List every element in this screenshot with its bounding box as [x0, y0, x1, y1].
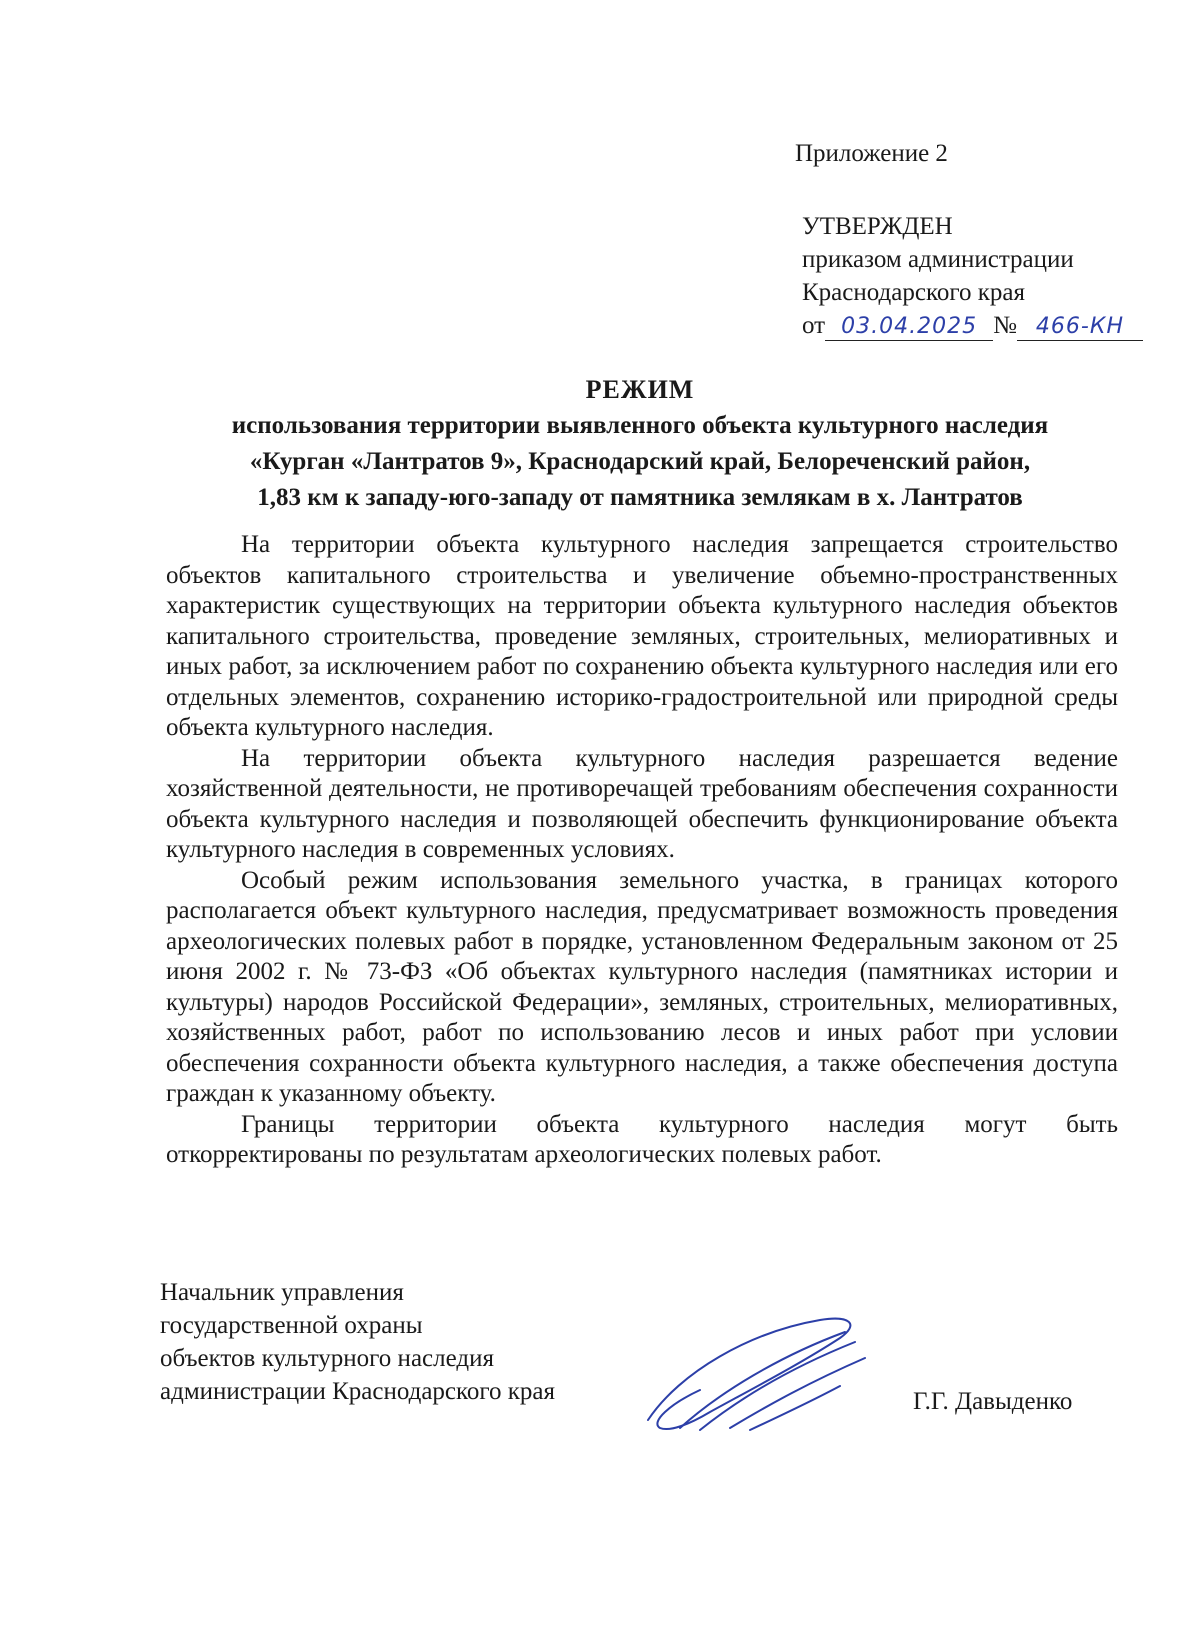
approval-order-line: приказом администрации	[802, 246, 1074, 273]
approval-date-number	[802, 309, 1162, 342]
handwritten-number: 466-КН	[1017, 314, 1143, 341]
from-label: от	[802, 312, 826, 339]
handwritten-signature	[640, 1312, 880, 1442]
title-line-1: использования территории выявленного объекта культурного наследия	[231, 412, 1049, 439]
position-line-4: администрации Краснодарского края	[160, 1378, 556, 1405]
approval-authority: Краснодарского края	[802, 279, 1025, 306]
position-line-2: государственной охраны	[160, 1312, 423, 1339]
signer-name: Г.Г. Давыденко	[913, 1388, 1073, 1415]
approval-heading: УТВЕРЖДЕН	[802, 213, 953, 240]
title-line-2: «Курган «Лантратов 9», Краснодарский край, Белореченский район,	[249, 448, 1031, 475]
approval-stamp-block	[802, 210, 1162, 342]
title-line-3: 1,83 км к западу-юго-западу от памятника землякам в х. Лантратов	[257, 484, 1023, 511]
paragraph-prohibitions: На территории объекта культурного наследия запрещается строительство объектов капитального строительства и увеличение объемно-пространственных характеристик существующих на территории объекта культурного наследия объектов капитального строительства, проведение земляных, строительных, мелиоративных и иных работ, за исключением работ по сохранению объекта культурного наследия или его отдельных элементов, сохранению историко-градостроительной или природной среды объекта культурного наследия.	[166, 531, 1118, 741]
handwritten-date: 03.04.2025	[825, 314, 993, 341]
document-title: РЕЖИМ	[585, 375, 695, 404]
appendix-label: Приложение 2	[795, 140, 948, 167]
paragraph-boundaries: Границы территории объекта культурного наследия могут быть откорректированы по результатам археологических полевых работ.	[166, 1110, 1118, 1168]
document-title-block	[160, 372, 1120, 516]
position-line-3: объектов культурного наследия	[160, 1345, 494, 1372]
paragraph-permissions: На территории объекта культурного наследия разрешается ведение хозяйственной деятельности, не противоречащей требованиям обеспечения сохранности объекта культурного наследия и позволяющей обеспечить функционирование объекта культурного наследия в современных условиях.	[166, 744, 1118, 863]
number-label: №	[993, 312, 1017, 339]
document-body	[166, 530, 1118, 1171]
position-line-1: Начальник управления	[160, 1279, 404, 1306]
signatory-position	[160, 1276, 640, 1408]
paragraph-special-regime: Особый режим использования земельного участка, в границах которого располагается объект культурного наследия, предусматривает возможность проведения археологических полевых работ в порядке, установленном Федеральным законом от 25 июня 2002 г. № 73-ФЗ «Об объектах культурного наследия (памятниках истории и культуры) народов Российской Федерации», земляных, строительных, мелиоративных, хозяйственных работ, работ по использованию лесов и иных работ при условии обеспечения сохранности объекта культурного наследия, а также обеспечения доступа граждан к указанному объекту.	[166, 866, 1118, 1107]
